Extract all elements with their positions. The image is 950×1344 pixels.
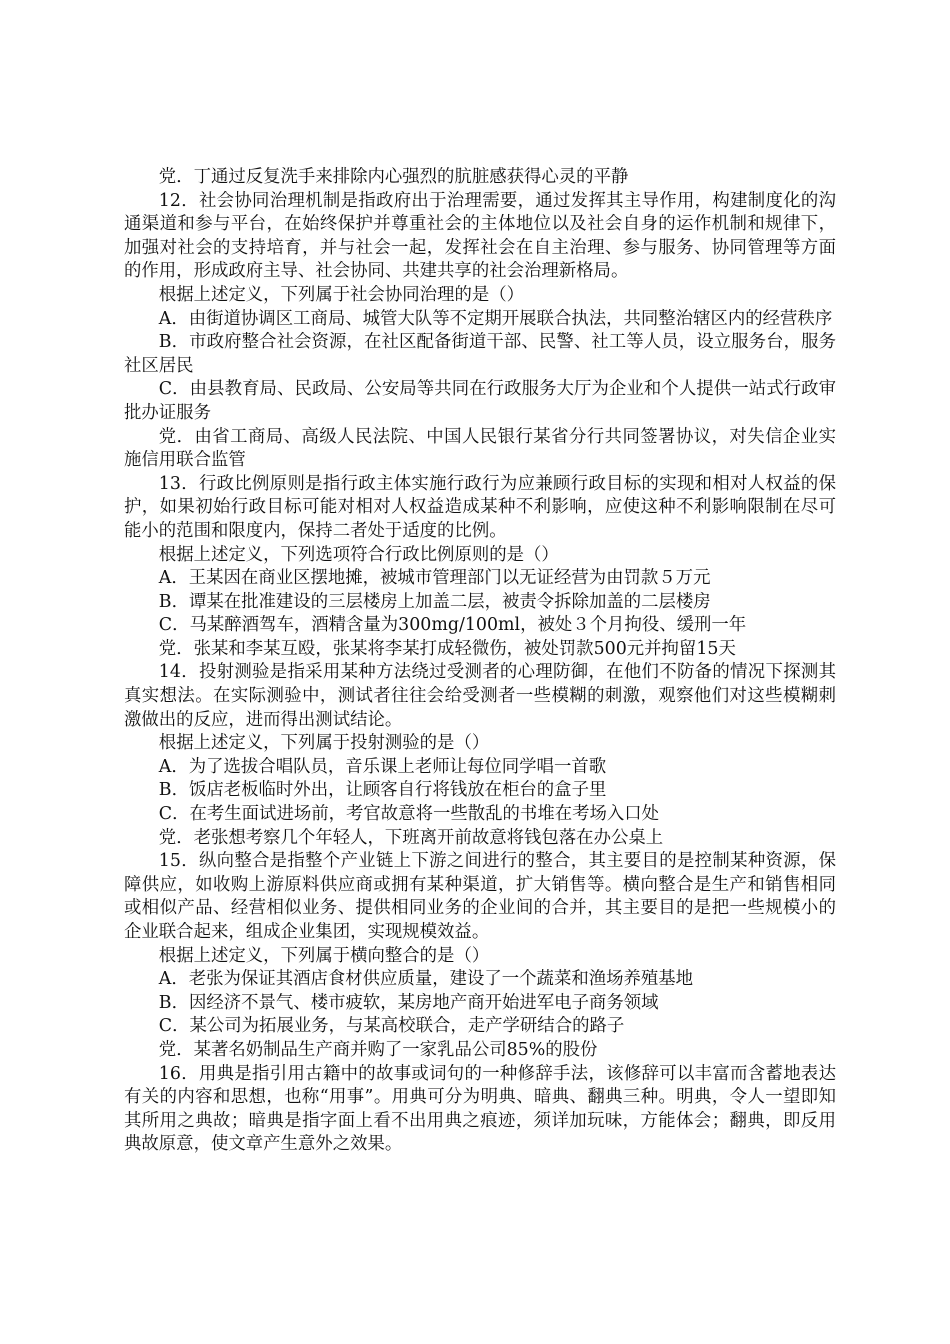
question-15-option-c: C．某公司为拓展业务，与某高校联合，走产学研结合的路子 [158, 1016, 625, 1037]
question-15-option-a: A．老张为保证其酒店食材供应质量，建设了一个蔬菜和渔场养殖基地 [158, 969, 694, 990]
question-13-option-b: B．谭某在批准建设的三层楼房上加盖二层，被责令拆除加盖的二层楼房 [158, 591, 711, 612]
option-d-text: 党．丁通过反复洗手来排除内心强烈的肮脏感获得心灵的平静 [158, 167, 629, 187]
question-12-option-d: 党．由省工商局、高级人民法院、中国人民银行某省分行共同签署协议，对失信企业实施信用联合监管 [124, 426, 836, 471]
question-14-option-c: C．在考生面试进场前，考官故意将一些散乱的书堆在考场入口处 [158, 804, 660, 825]
question-15-prompt: 根据上述定义，下列属于横向整合的是（） [158, 945, 490, 966]
question-12-option-b: B．市政府整合社会资源，在社区配备街道干部、民警、社工等人员，设立服务台，服务社区居民 [124, 332, 836, 376]
question-14-option-a: A．为了选拔合唱队员，音乐课上老师让每位同学唱一首歌 [158, 756, 607, 777]
question-13-option-c: C．马某醉酒驾车，酒精含量为300mg/100ml，被处３个月拘役、缓刑一年 [158, 615, 747, 636]
question-14-option-b: B．饭店老板临时外出，让顾客自行将钱放在柜台的盒子里 [158, 780, 607, 801]
question-12-option-c: C．由县教育局、民政局、公安局等共同在行政服务大厅为企业和个人提供一站式行政审批办证服务 [124, 379, 836, 423]
question-14-option-d: 党．老张想考察几个年轻人，下班离开前故意将钱包落在办公桌上 [158, 827, 664, 848]
question-12-definition: 12．社会协同治理机制是指政府出于治理需要，通过发挥其主导作用，构建制度化的沟通渠道和参与平台，在始终保护并尊重社会的主体地位以及社会自身的运作机制和规律下，加强对社会的支持培育，并与社会一起，发挥社会在自主治理、参与服务、协同管理等方面的作用，形成政府主导、社会协同、共建共享的社会治理新格局。 [124, 190, 836, 282]
question-12-option-a: A．由街道协调区工商局、城管大队等不定期开展联合执法，共同整治辖区内的经营秩序 [158, 308, 833, 329]
question-15-option-b: B．因经济不景气、楼市疲软，某房地产商开始进军电子商务领域 [158, 992, 659, 1013]
question-14-prompt: 根据上述定义，下列属于投射测验的是（） [158, 733, 490, 754]
question-16-definition: 16．用典是指引用古籍中的故事或词句的一种修辞手法，该修辞可以丰富而含蓄地表达有关的内容和思想，也称“用事”。用典可分为明典、暗典、翻典三种。明典，令人一望即知其所用之典故；暗典是指字面上看不出用典之痕迹，须详加玩味，方能体会；翻典，即反用典故原意，使文章产生意外之效果。 [124, 1063, 836, 1155]
question-13-option-d: 党．张某和李某互殴，张某将李某打成轻微伤，被处罚款500元并拘留15天 [158, 638, 736, 659]
question-13-definition: 13．行政比例原则是指行政主体实施行政行为应兼顾行政目标的实现和相对人权益的保护，如果初始行政目标可能对相对人权益造成某种不利影响，应使这种不利影响限制在尽可能小的范围和限度内，保持二者处于适度的比例。 [124, 473, 836, 541]
question-12-prompt: 根据上述定义，下列属于社会协同治理的是（） [158, 284, 525, 305]
question-14-definition: 14．投射测验是指采用某种方法绕过受测者的心理防御，在他们不防备的情况下探测其真实想法。在实际测验中，测试者往往会给受测者一些模糊的刺激，观察他们对这些模糊刺激做出的反应，进而得出测试结论。 [124, 662, 836, 730]
question-13-prompt: 根据上述定义，下列选项符合行政比例原则的是（） [158, 544, 559, 565]
document-body [124, 166, 836, 1157]
question-15-option-d: 党．某著名奶制品生产商并购了一家乳品公司85%的股份 [158, 1039, 598, 1060]
question-15-definition: 15．纵向整合是指整个产业链上下游之间进行的整合，其主要目的是控制某种资源，保障供应，如收购上游原料供应商或拥有某种渠道，扩大销售等。横向整合是生产和销售相同或相似产品、经营相似业务、提供相同业务的企业间的合并，其主要目的是把一些规模小的企业联合起来，组成企业集团，实现规模效益。 [124, 851, 836, 942]
question-13-option-a: A．王某因在商业区摆地摊，被城市管理部门以无证经营为由罚款５万元 [158, 568, 711, 589]
